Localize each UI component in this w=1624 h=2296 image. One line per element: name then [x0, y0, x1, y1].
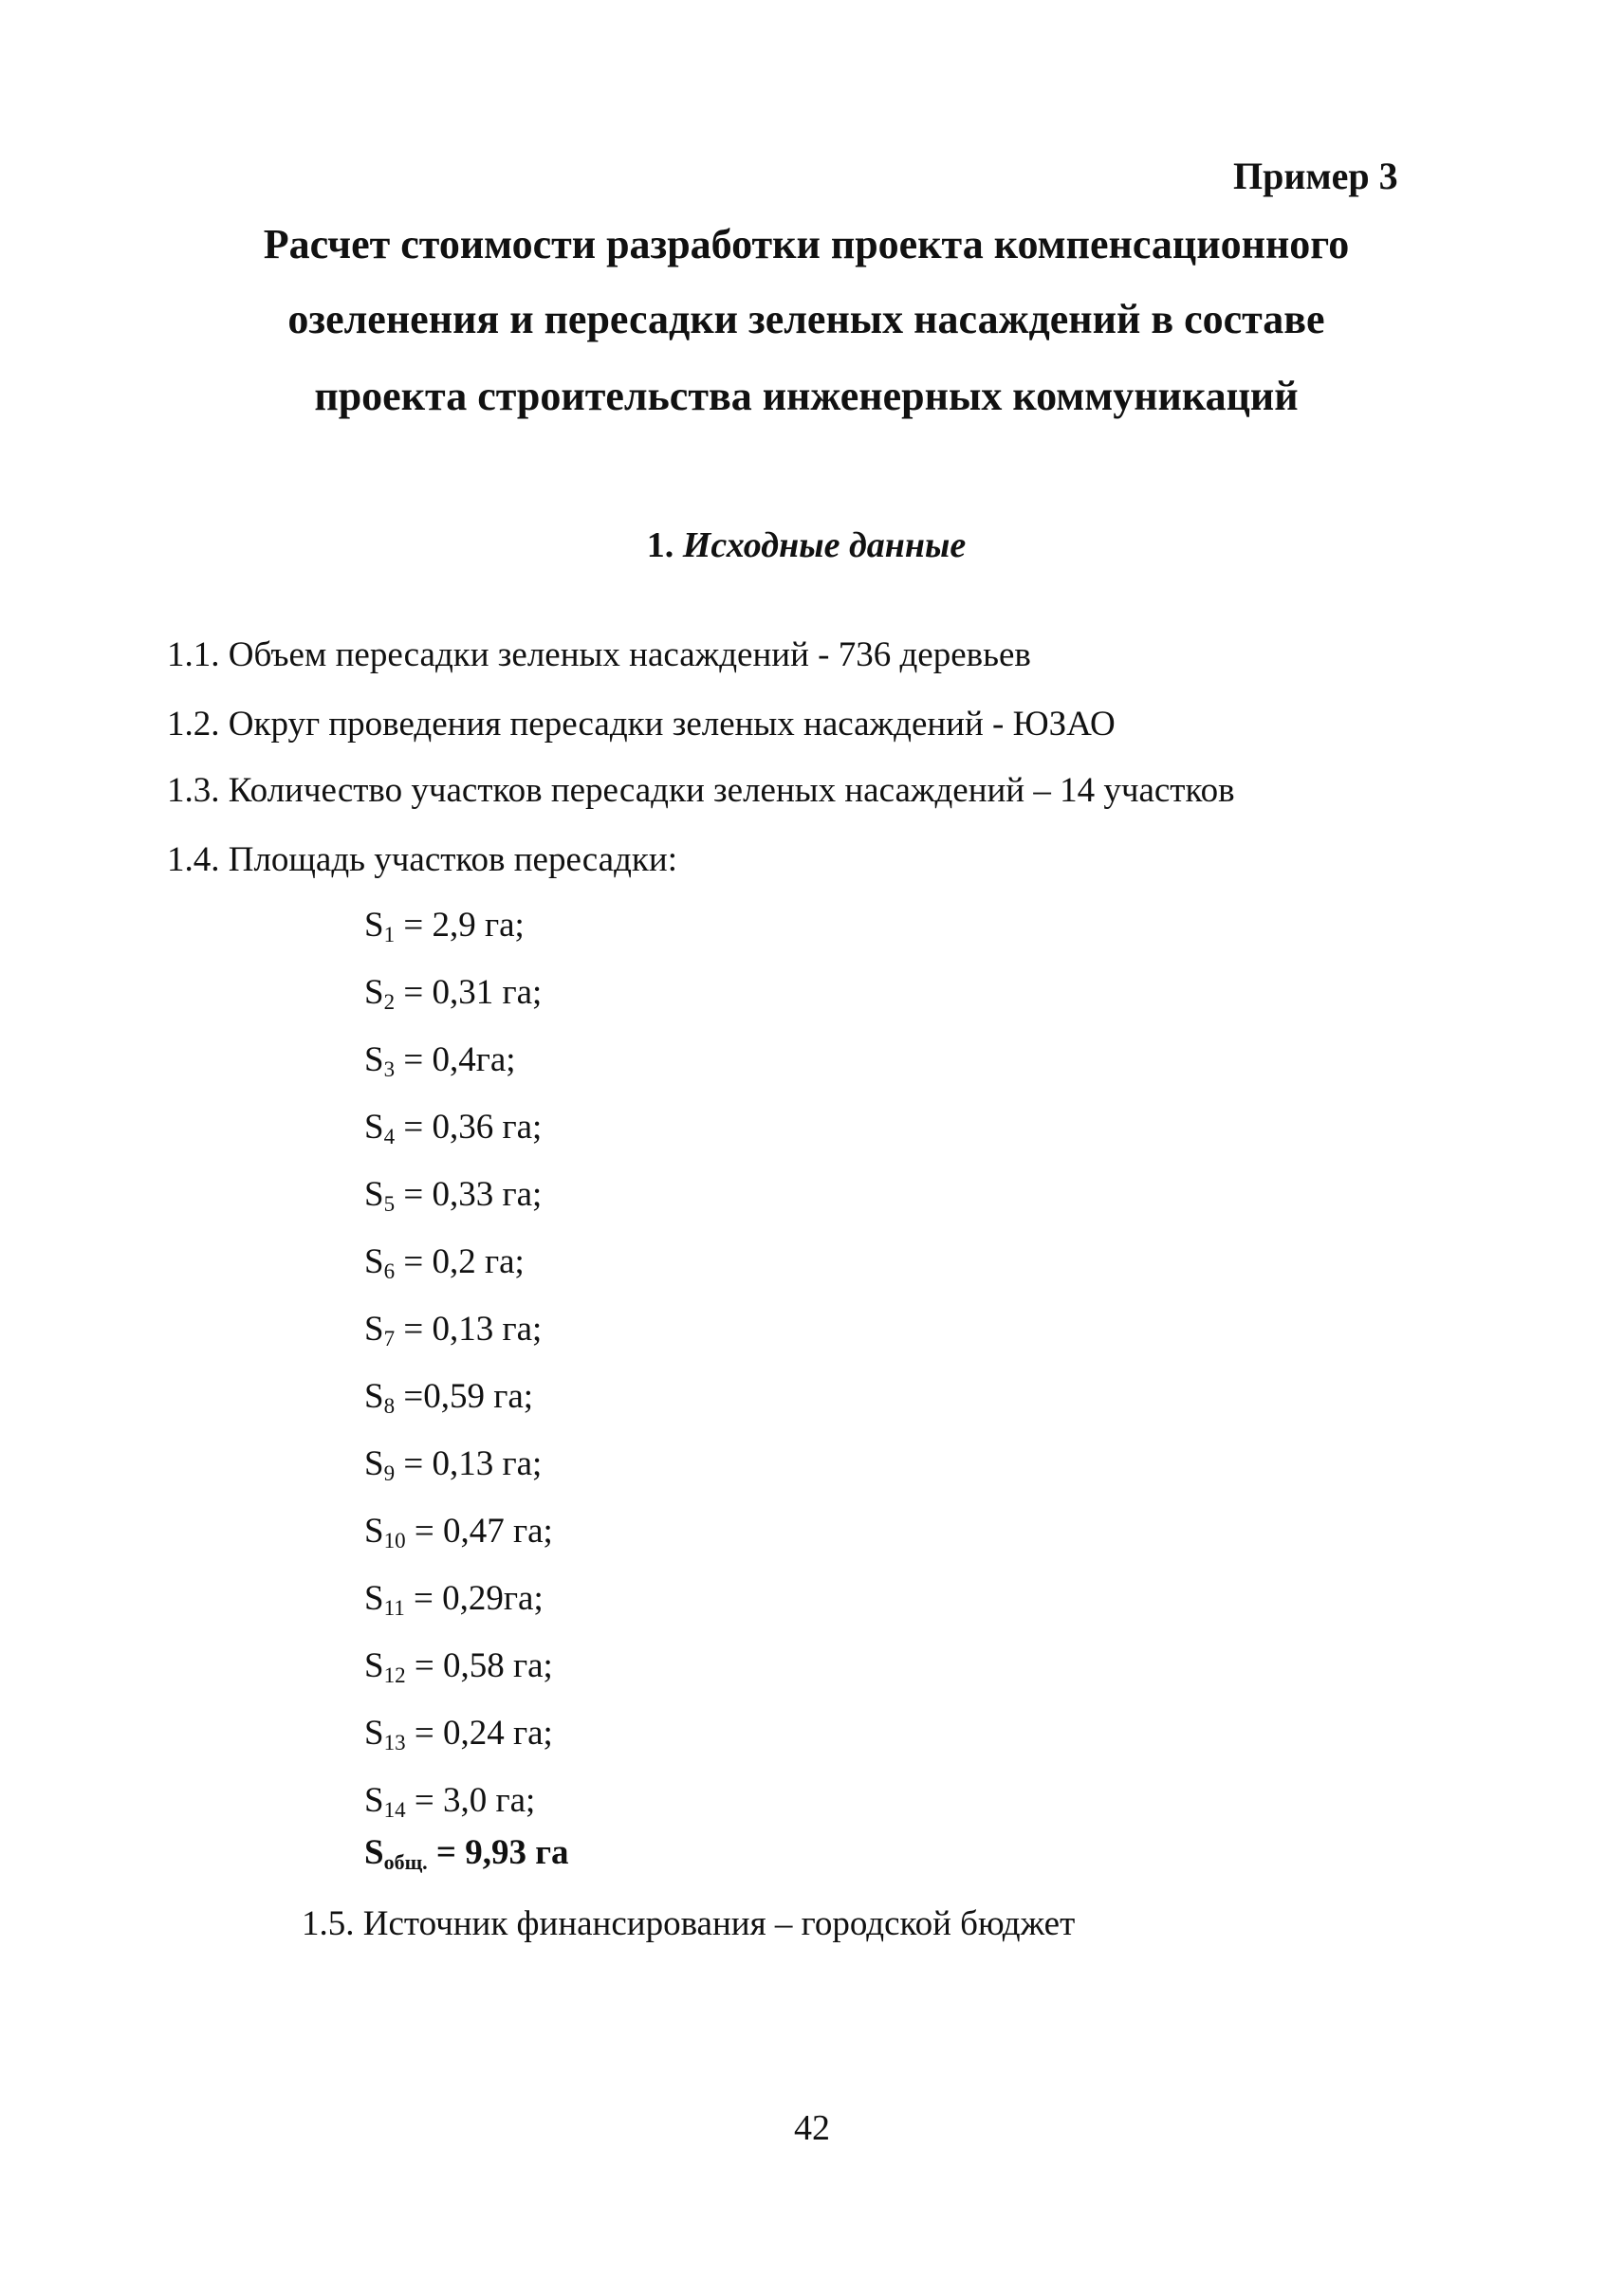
- total-area-symbol: S: [364, 1833, 384, 1872]
- plot-area-symbol: S: [364, 1040, 384, 1079]
- plot-area-value: =0,59 га;: [395, 1377, 534, 1416]
- plot-area-value: = 0,33 га;: [395, 1175, 543, 1214]
- plot-area-item: [364, 970, 553, 1038]
- item-1-5-funding-source: 1.5. Источник финансирования – городской бюджет: [302, 1904, 1076, 1943]
- plot-area-index: 5: [383, 1192, 396, 1216]
- plot-area-symbol: S: [364, 1579, 384, 1618]
- plot-area-item: [364, 1644, 553, 1711]
- plot-area-index: 8: [383, 1394, 396, 1418]
- total-area-value: = 9,93 га: [427, 1833, 569, 1872]
- plot-area-index: 1: [383, 923, 396, 946]
- plot-area-item: [364, 1172, 553, 1240]
- plot-area-index: 4: [383, 1125, 396, 1148]
- plot-area-symbol: S: [364, 1714, 384, 1753]
- document-title-line-2: озеленения и пересадки зеленых насаждений в составе: [287, 296, 1325, 342]
- plot-area-item: [364, 1711, 553, 1778]
- plot-area-index: 13: [383, 1731, 406, 1754]
- plot-area-item: [364, 1307, 553, 1374]
- plot-area-value: = 0,29га;: [404, 1579, 544, 1618]
- plot-area-symbol: S: [364, 1175, 384, 1214]
- plot-area-index: 7: [383, 1327, 396, 1350]
- plot-area-symbol: S: [364, 973, 384, 1012]
- plot-area-item: [364, 1038, 553, 1105]
- plot-area-symbol: S: [364, 1108, 384, 1147]
- plot-area-index: 6: [383, 1259, 396, 1283]
- plot-area-symbol: S: [364, 1444, 384, 1483]
- plot-area-item: [364, 903, 553, 970]
- plot-area-value: = 0,58 га;: [405, 1646, 553, 1685]
- plot-area-value: = 0,24 га;: [405, 1714, 553, 1753]
- plot-area-index: 9: [383, 1461, 396, 1485]
- plot-area-value: = 0,2 га;: [395, 1242, 525, 1281]
- plot-area-value: = 0,13 га;: [395, 1444, 543, 1483]
- plot-area-item: [364, 1374, 553, 1442]
- item-1-2-district: 1.2. Округ проведения пересадки зеленых насаждений - ЮЗАО: [167, 705, 1116, 744]
- item-1-1-transplant-volume: 1.1. Объем пересадки зеленых насаждений - 736 деревьев: [167, 635, 1031, 674]
- plot-area-value: = 3,0 га;: [405, 1781, 536, 1820]
- plot-area-index: 11: [383, 1596, 405, 1620]
- plot-area-value: = 0,47 га;: [405, 1512, 553, 1551]
- page-number: 42: [794, 2108, 830, 2148]
- section-heading: [142, 524, 1470, 566]
- item-1-3-plot-count: 1.3. Количество участков пересадки зеленых насаждений – 14 участков: [167, 771, 1235, 810]
- plot-area-item: [364, 1442, 553, 1509]
- plot-area-item: [364, 1509, 553, 1576]
- plot-area-symbol: S: [364, 1646, 384, 1685]
- plot-area-list: [364, 903, 553, 1846]
- plot-area-item: [364, 1576, 553, 1644]
- item-1-4-plot-areas-label: 1.4. Площадь участков пересадки:: [167, 840, 677, 879]
- plot-area-item: [364, 1240, 553, 1307]
- section-number: 1.: [646, 525, 674, 565]
- plot-area-symbol: S: [364, 906, 384, 945]
- plot-area-value: = 0,36 га;: [395, 1108, 543, 1147]
- plot-area-index: 12: [383, 1663, 406, 1687]
- example-label: Пример 3: [1233, 155, 1398, 197]
- plot-area-item: [364, 1105, 553, 1172]
- plot-area-index: 2: [383, 990, 396, 1014]
- plot-area-symbol: S: [364, 1512, 384, 1551]
- section-title: Исходные данные: [682, 525, 967, 565]
- plot-area-value: = 0,13 га;: [395, 1310, 543, 1349]
- total-area: [364, 1832, 569, 1873]
- total-area-index: общ.: [383, 1850, 428, 1874]
- document-title-line-3: проекта строительства инженерных коммуникаций: [314, 373, 1299, 419]
- plot-area-symbol: S: [364, 1781, 384, 1820]
- plot-area-index: 10: [383, 1529, 406, 1552]
- plot-area-value: = 2,9 га;: [395, 906, 525, 945]
- plot-area-value: = 0,4га;: [395, 1040, 516, 1079]
- document-title-line-1: Расчет стоимости разработки проекта компенсационного: [263, 221, 1350, 267]
- plot-area-symbol: S: [364, 1310, 384, 1349]
- plot-area-symbol: S: [364, 1242, 384, 1281]
- plot-area-symbol: S: [364, 1377, 384, 1416]
- plot-area-index: 14: [383, 1798, 406, 1822]
- plot-area-index: 3: [383, 1057, 396, 1081]
- plot-area-value: = 0,31 га;: [395, 973, 543, 1012]
